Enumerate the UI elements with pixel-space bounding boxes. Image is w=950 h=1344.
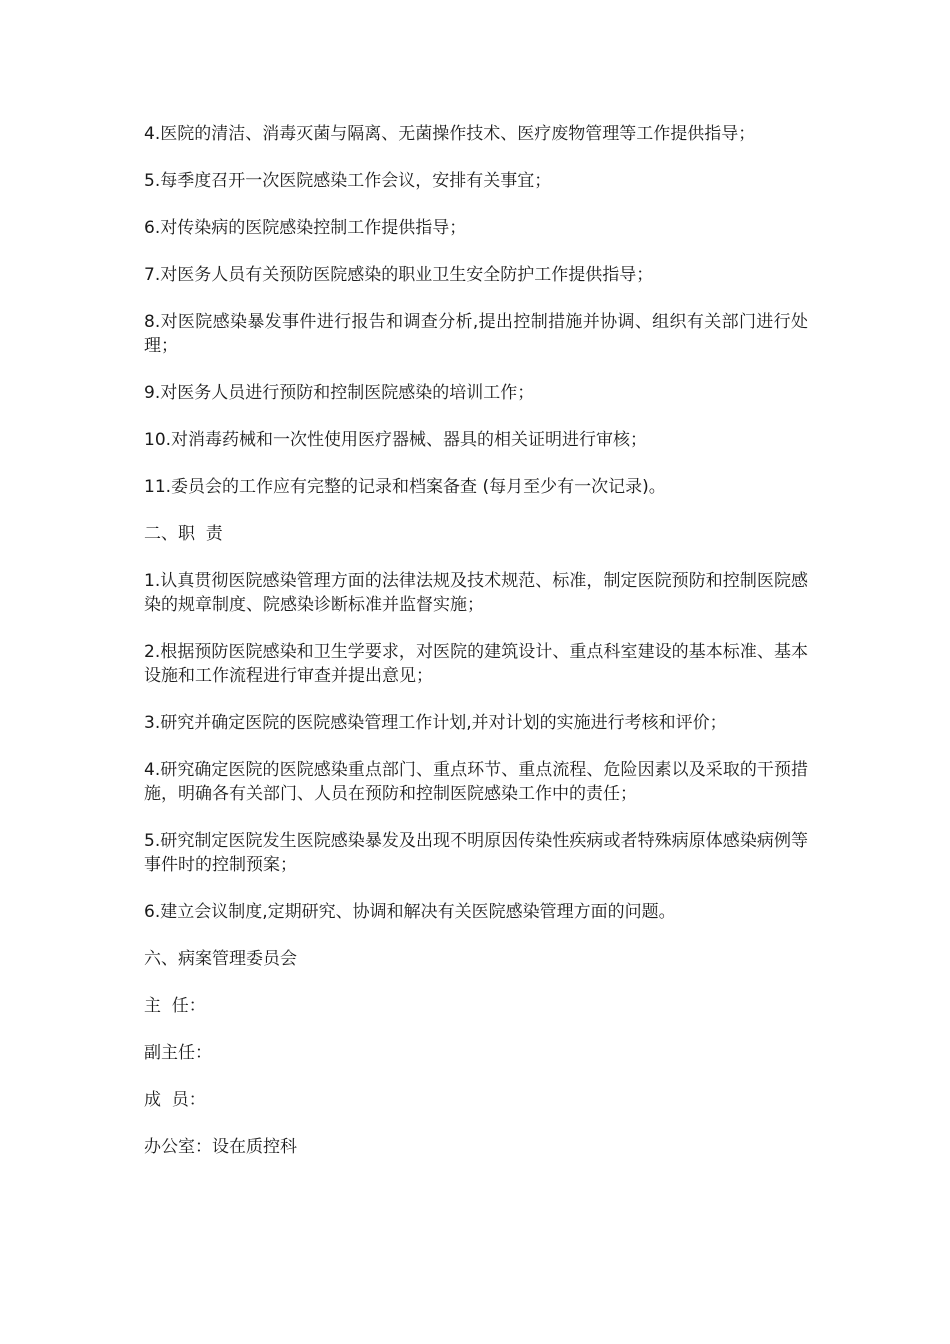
director-line: 主 任：: [144, 996, 206, 1016]
paragraph-item-7-protection: 7.对医务人员有关预防医院感染的职业卫生安全防护工作提供指导；: [144, 265, 654, 285]
section-heading-duties: 二、职 责: [144, 524, 223, 544]
duty-item-6: 6.建立会议制度,定期研究、协调和解决有关医院感染管理方面的问题。: [144, 902, 676, 922]
duty-item-3: 3.研究并确定医院的医院感染管理工作计划,并对计划的实施进行考核和评价；: [144, 713, 727, 733]
office-line: 办公室：设在质控科: [144, 1137, 297, 1157]
members-line: 成 员：: [144, 1090, 206, 1110]
document-body: [144, 122, 808, 1182]
paragraph-item-9-training: 9.对医务人员进行预防和控制医院感染的培训工作；: [144, 383, 535, 403]
paragraph-item-6-infectious: 6.对传染病的医院感染控制工作提供指导；: [144, 218, 467, 238]
duty-item-4: 4.研究确定医院的医院感染重点部门、重点环节、重点流程、危险因素以及采取的干预措施，明确各有关部门、人员在预防和控制医院感染工作中的责任；: [144, 760, 808, 804]
duty-item-1: 1.认真贯彻医院感染管理方面的法律法规及技术规范、标准，制定医院预防和控制医院感染的规章制度、院感染诊断标准并监督实施；: [144, 571, 808, 615]
paragraph-item-11-records: 11.委员会的工作应有完整的记录和档案备查 (每月至少有一次记录)。: [144, 477, 666, 497]
duty-item-2: 2.根据预防医院感染和卫生学要求，对医院的建筑设计、重点科室建设的基本标准、基本设施和工作流程进行审查并提出意见；: [144, 642, 808, 686]
paragraph-item-4-guidance: 4.医院的清洁、消毒灭菌与隔离、无菌操作技术、医疗废物管理等工作提供指导；: [144, 124, 756, 144]
paragraph-item-8-outbreak: 8.对医院感染暴发事件进行报告和调查分析,提出控制措施并协调、组织有关部门进行处理；: [144, 312, 808, 356]
paragraph-item-10-review: 10.对消毒药械和一次性使用医疗器械、器具的相关证明进行审核；: [144, 430, 648, 450]
paragraph-item-5-meeting: 5.每季度召开一次医院感染工作会议，安排有关事宜；: [144, 171, 552, 191]
section-heading-medical-records-committee: 六、病案管理委员会: [144, 949, 297, 969]
duty-item-5: 5.研究制定医院发生医院感染暴发及出现不明原因传染性疾病或者特殊病原体感染病例等事件时的控制预案；: [144, 831, 808, 875]
deputy-director-line: 副主任：: [144, 1043, 212, 1063]
